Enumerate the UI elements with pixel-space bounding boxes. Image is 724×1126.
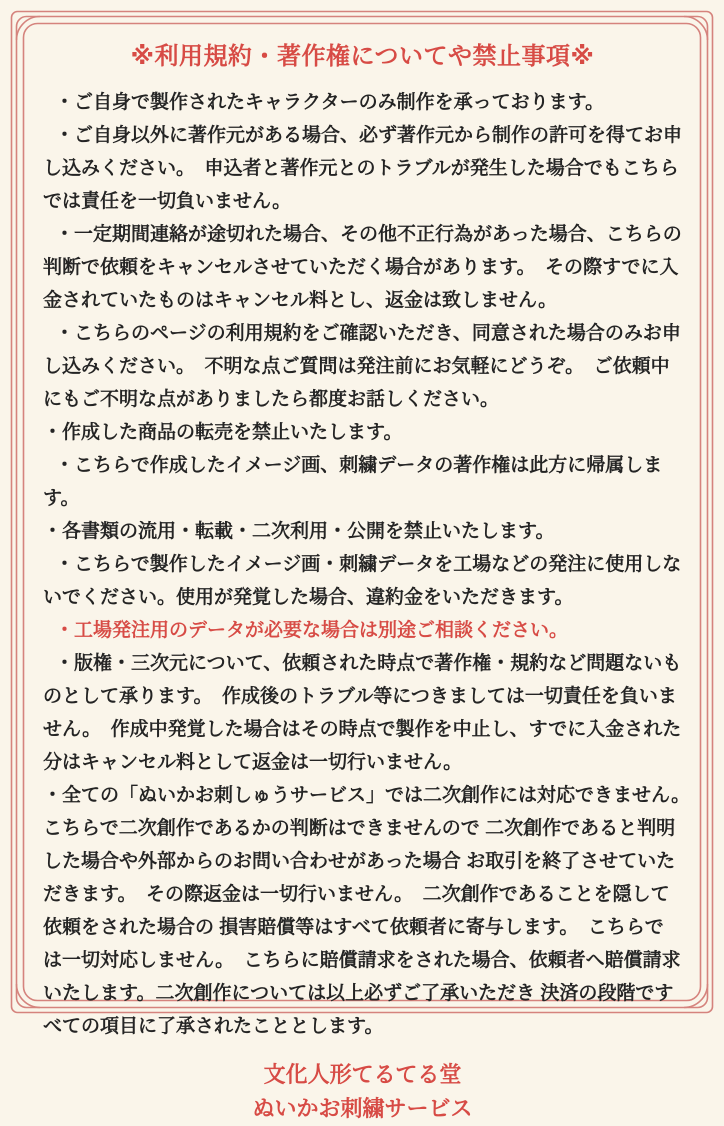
terms-item: ・こちらで製作したイメージ画・刺繍データを工場などの発注に使用しないでください。使用が発覚した場合、違約金をいただきます。	[43, 554, 682, 608]
terms-item: ・全ての「ぬいかお刺しゅうサービス」では二次創作には対応できません。 こちらで二次創作であるかの判断はできませんので 二次創作であると判明した場合や外部からのお問い合わせがあった場合 お取引を終了させていただきます。 その際返金は一切行いません。 二次創作であることを隠して依頼をされた場合の 損害賠償等はすべて依頼者に寄与します。 こちらでは一切対応しません。 こちらに賠償請求をされた場合、依頼者へ賠償請求いたします。二次創作については以上必ずご了承いただき 決済の段階ですべての項目に了承されたこととします。	[43, 785, 700, 1037]
terms-item: ・一定期間連絡が途切れた場合、その他不正行為があった場合、こちらの判断で依頼をキャンセルさせていただく場合があります。 その際すでに入金されていたものはキャンセル料とし、返金は致しません。	[43, 224, 682, 311]
terms-item: ・ご自身で製作されたキャラクターのみ制作を承っております。	[55, 92, 605, 113]
terms-item: ・こちらで作成したイメージ画、刺繍データの著作権は此方に帰属します。	[43, 455, 663, 509]
page-title: ※利用規約・著作権についてや禁止事項※	[130, 43, 595, 70]
frame-corner-curl-bottom-right	[684, 984, 708, 1008]
terms-item: ・各書類の流用・転載・二次利用・公開を禁止いたします。	[43, 521, 555, 542]
signature-block	[43, 1058, 682, 1126]
terms-list	[43, 86, 700, 1043]
terms-item-highlighted: ・工場発注用のデータが必要な場合は別途ご相談ください。	[55, 620, 569, 641]
service-name: ぬいかお刺繍サービス	[252, 1096, 473, 1121]
frame-corner-curl-top-right	[684, 17, 708, 41]
frame-corner-curl-bottom-left	[17, 984, 41, 1008]
terms-content	[43, 42, 700, 1126]
shop-name: 文化人形てるてる堂	[263, 1062, 462, 1087]
frame-corner-curl-top-left	[17, 17, 41, 41]
terms-item: ・版権・三次元について、依頼された時点で著作権・規約など問題ないものとして承ります。 作成後のトラブル等につきましては一切責任を負いません。 作成中発覚した場合はその時点で製作を中止し、すでに入金された分はキャンセル料として返金は一切行いません。	[43, 653, 682, 773]
terms-item: ・ご自身以外に著作元がある場合、必ず著作元から制作の許可を得てお申し込みください。 申込者と著作元とのトラブルが発生した場合でもこちらでは責任を一切負いません。	[43, 125, 683, 212]
terms-item: ・作成した商品の転売を禁止いたします。	[43, 422, 403, 443]
terms-item: ・こちらのページの利用規約をご確認いただき、同意された場合のみお申し込みください。 不明な点ご質問は発注前にお気軽にどうぞ。 ご依頼中にもご不明な点がありましたら都度お話しください。	[43, 323, 681, 410]
